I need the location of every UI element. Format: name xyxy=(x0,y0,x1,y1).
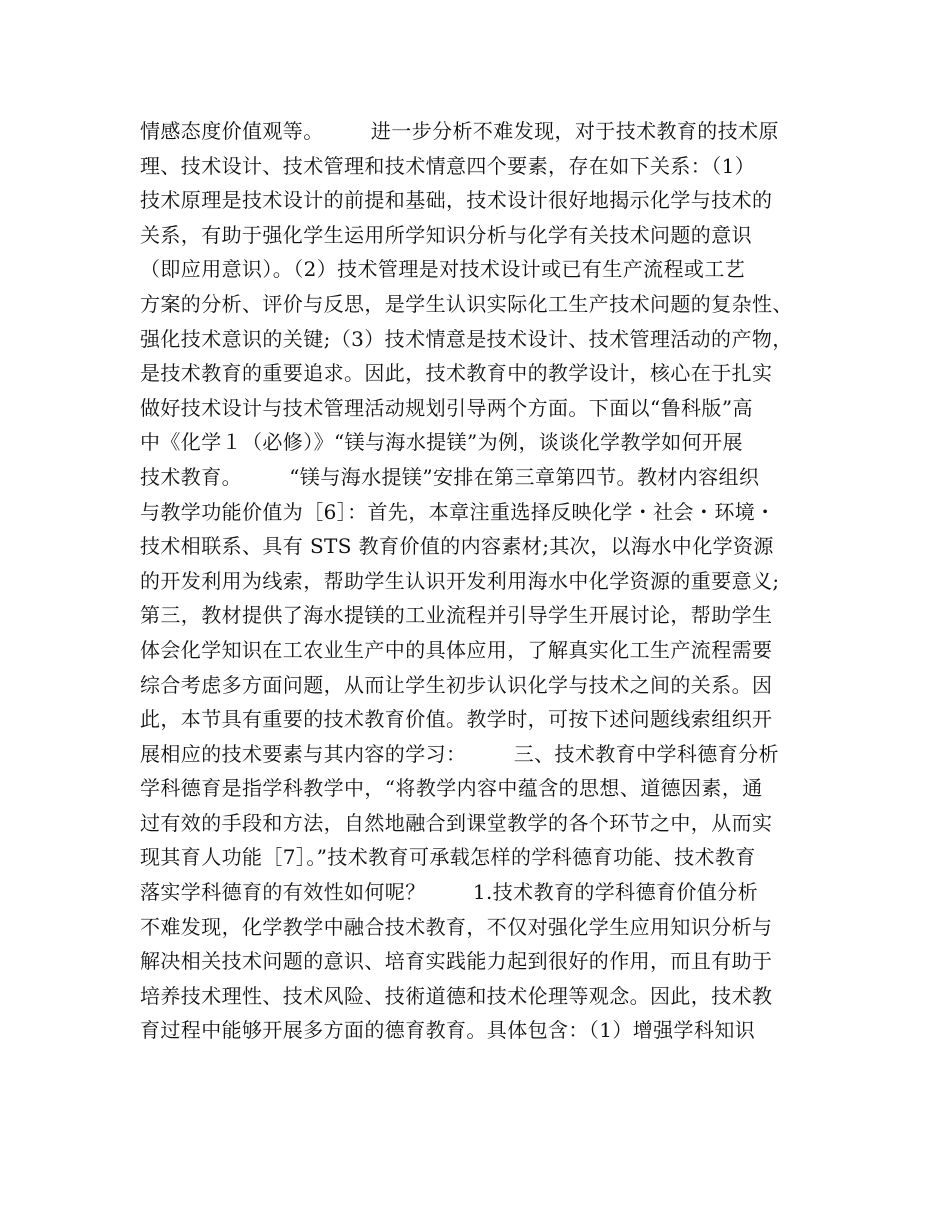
text-line: 此，本节具有重要的技术教育价值。教学时，可按下述问题线索组织开 xyxy=(140,707,773,732)
text-line: 理、技术设计、技术管理和技术情意四个要素，存在如下关系：（1） xyxy=(140,153,756,178)
text-line: 解决相关技术问题的意识、培育实践能力起到很好的作用，而且有助于 xyxy=(140,949,773,974)
text-line: 过有效的手段和方法，自然地融合到课堂教学的各个环节之中，从而实 xyxy=(140,810,773,835)
text-line: 技术教育。 “镁与海水提镁”安排在第三章第四节。教材内容组织 xyxy=(140,464,760,489)
text-line: 关系，有助于强化学生运用所学知识分析与化学有关技术问题的意识 xyxy=(140,222,752,247)
text-line: （即应用意识）。（2）技术管理是对技术设计或已有生产流程或工艺 xyxy=(140,257,746,282)
text-line: 技术相联系、具有 STS 教育价值的内容素材;其次，以海水中化学资源 xyxy=(140,534,774,559)
text-line: 学科德育是指学科教学中，“将教学内容中蕴含的思想、道德因素，通 xyxy=(140,776,763,801)
text-line: 的开发利用为线索，帮助学生认识开发利用海水中化学资源的重要意义; xyxy=(140,568,780,593)
text-line: 育过程中能够开展多方面的德育教育。具体包含：（1）增强学科知识 xyxy=(140,1018,756,1043)
text-line: 中《化学１（必修）》“镁与海水提镁”为例，谈谈化学教学如何开展 xyxy=(140,430,743,455)
text-line: 落实学科德育的有效性如何呢？ 1.技术教育的学科德育价值分析 xyxy=(140,880,758,905)
text-line: 展相应的技术要素与其内容的学习： 三、技术教育中学科德育分析 xyxy=(140,741,779,766)
text-line: 现其育人功能［7］。”技术教育可承载怎样的学科德育功能、技术教育 xyxy=(140,845,756,870)
text-line: 是技术教育的重要追求。因此，技术教育中的教学设计，核心在于扎实 xyxy=(140,361,773,386)
text-line: 情感态度价值观等。 进一步分析不难发现，对于技术教育的技术原 xyxy=(140,119,779,143)
text-line: 做好技术设计与技术管理活动规划引导两个方面。下面以“鲁科版”高 xyxy=(140,395,753,420)
text-line: 第三，教材提供了海水提镁的工业流程并引导学生开展讨论，帮助学生 xyxy=(140,603,773,628)
text-line: 不难发现，化学教学中融合技术教育，不仅对强化学生应用知识分析与 xyxy=(140,914,773,939)
text-line: 培养技术理性、技术风险、技術道德和技术伦理等观念。因此，技术教 xyxy=(140,983,773,1008)
text-line: 体会化学知识在工农业生产中的具体应用，了解真实化工生产流程需要 xyxy=(140,637,773,662)
text-line: 强化技术意识的关键;（3）技术情意是技术设计、技术管理活动的产物， xyxy=(140,326,793,351)
text-line: 与教学功能价值为［6］：首先，本章注重选择反映化学・社会・环境・ xyxy=(140,499,776,524)
text-line: 技术原理是技术设计的前提和基础，技术设计很好地揭示化学与技术的 xyxy=(140,188,773,213)
text-line: 综合考虑多方面问题，从而让学生初步认识化学与技术之间的关系。因 xyxy=(140,672,773,697)
body-text xyxy=(140,114,830,1048)
text-line: 方案的分析、评价与反思，是学生认识实际化工生产技术问题的复杂性、 xyxy=(140,291,793,316)
